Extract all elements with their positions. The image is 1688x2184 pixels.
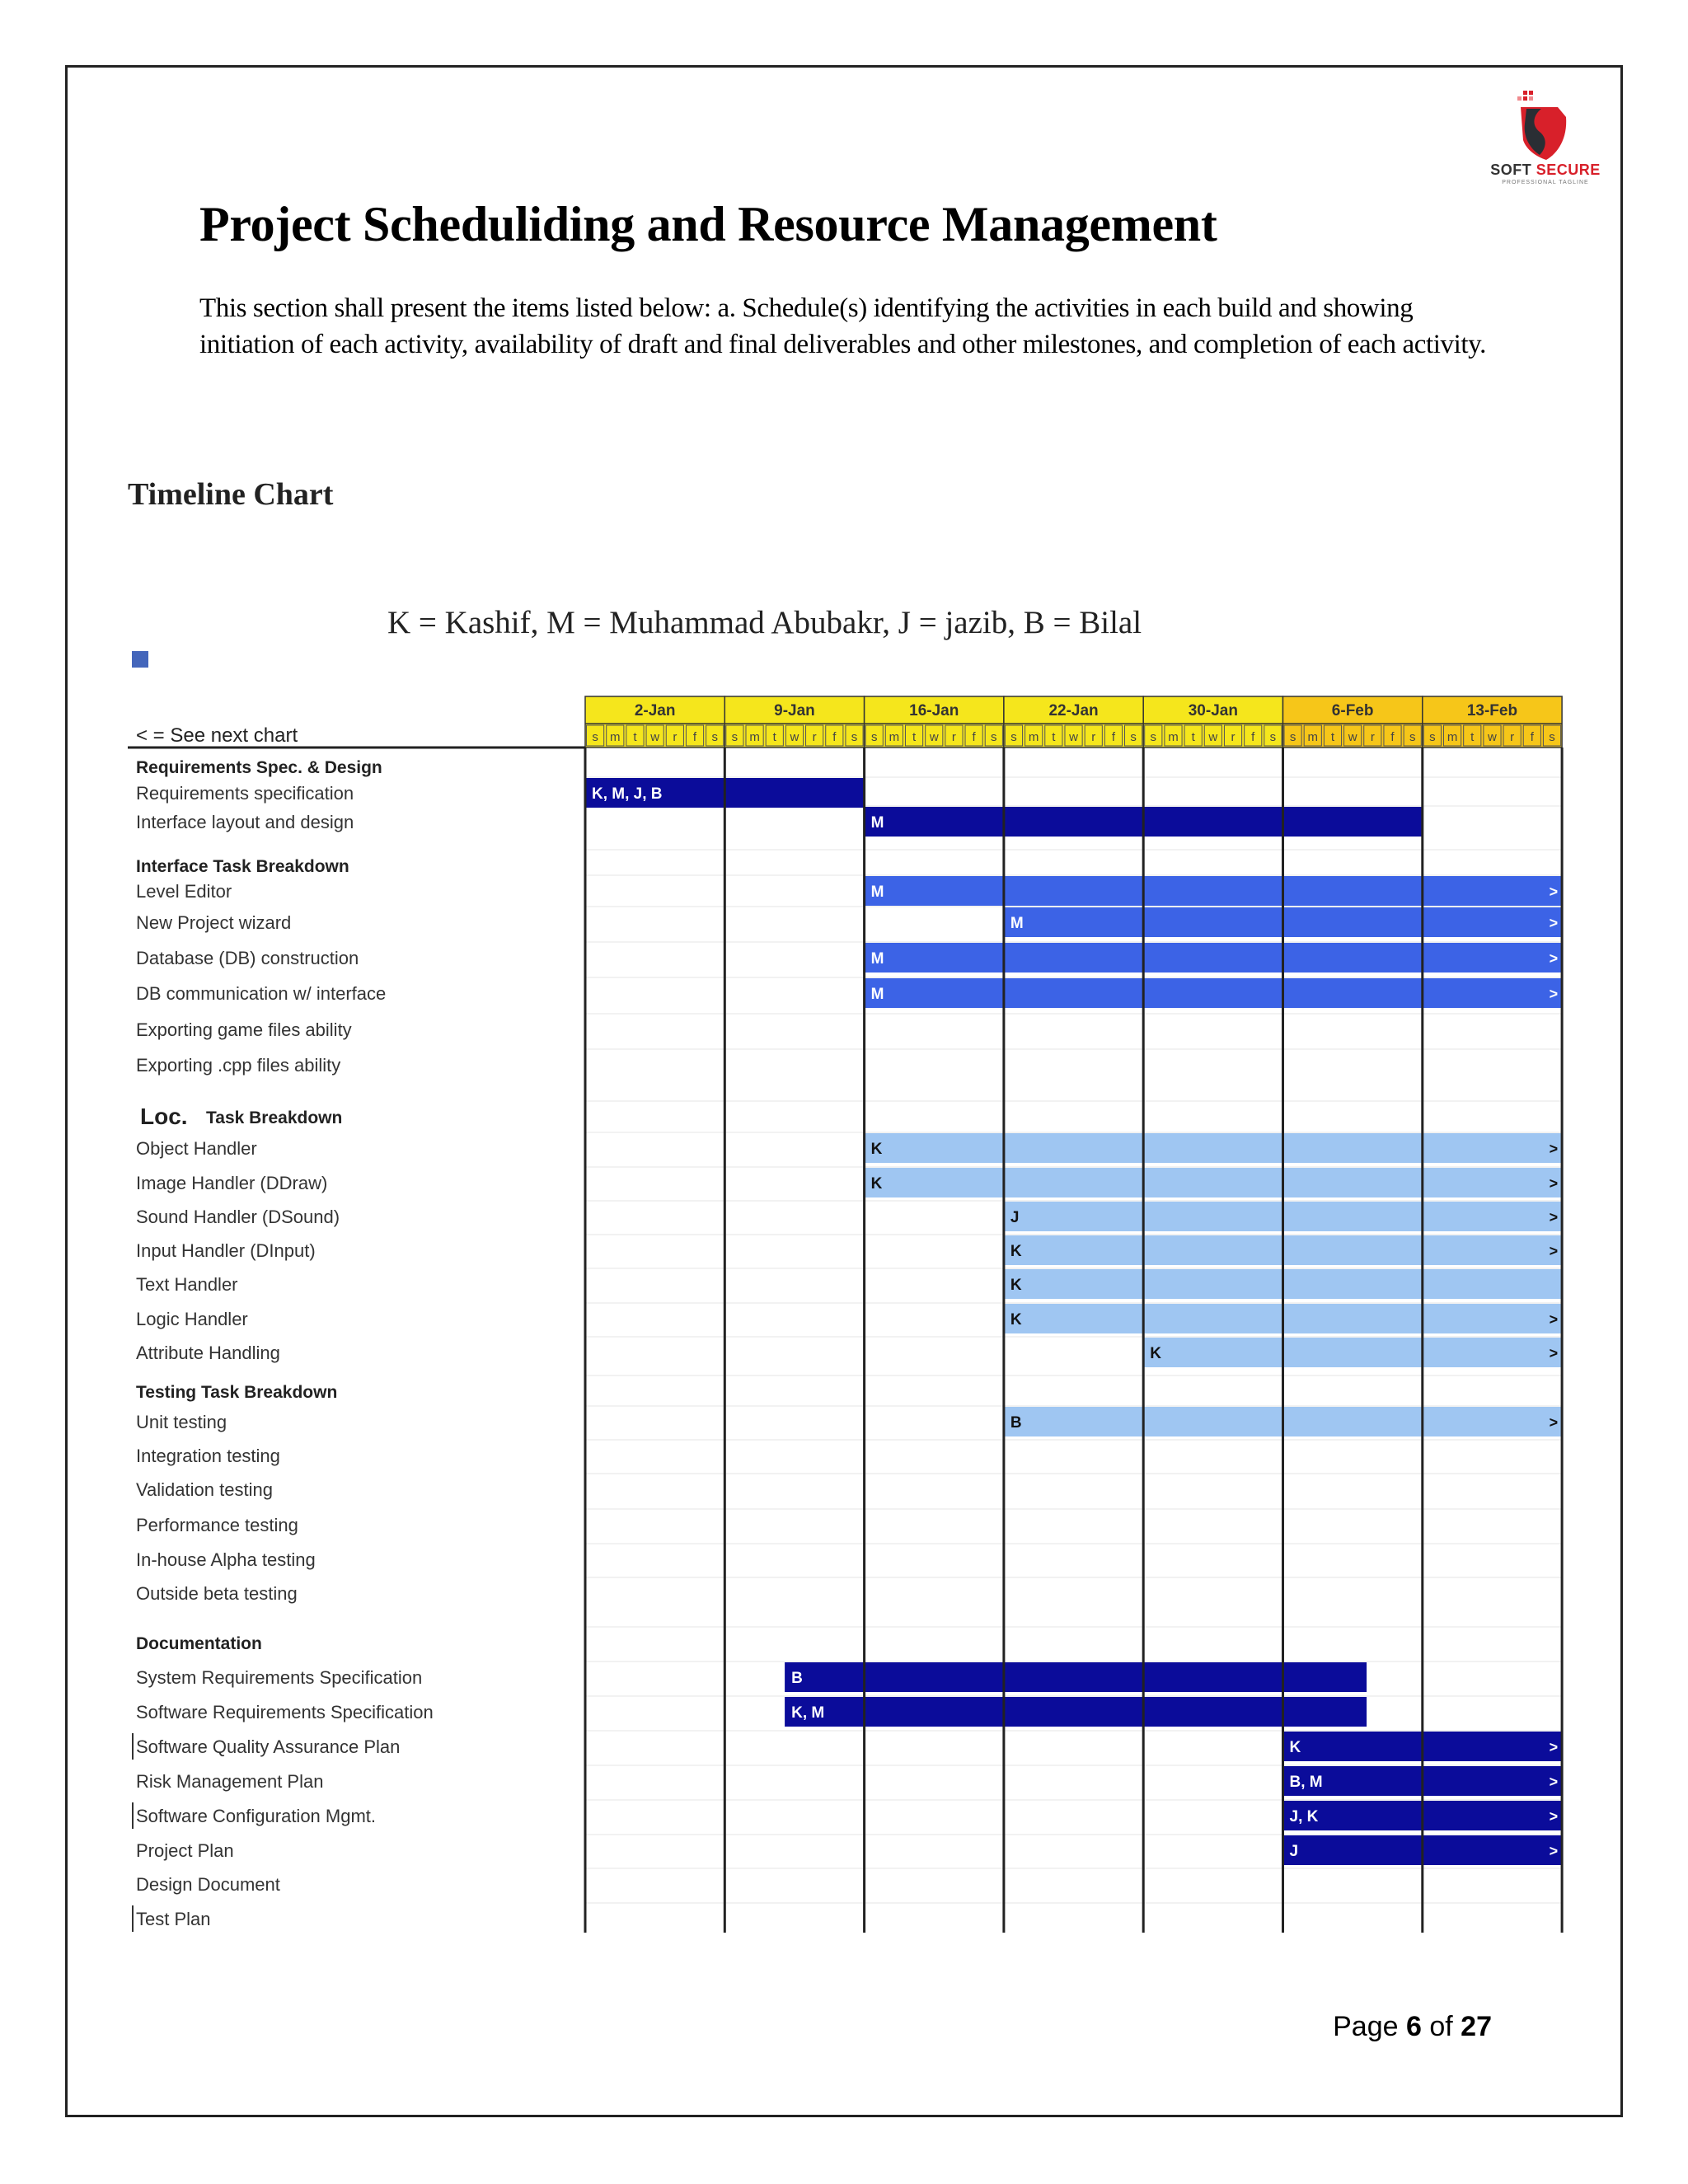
bar-assignee-label: B, M xyxy=(1289,1774,1323,1791)
bar-assignee-label: M xyxy=(1010,915,1024,932)
continue-marker: > xyxy=(1549,986,1559,1002)
see-next-chart-note: < = See next chart xyxy=(136,724,298,747)
bar-assignee-label: K xyxy=(870,1175,883,1193)
row-label: DB communication w/ interface xyxy=(136,983,387,1004)
day-letter: s xyxy=(1130,730,1137,744)
day-letter: w xyxy=(929,730,939,744)
row-section-header: Interface Task Breakdown xyxy=(136,857,349,876)
page-of: of xyxy=(1429,2011,1453,2042)
day-letter: s xyxy=(1269,730,1277,744)
logo-tagline: PROFESSIONAL TAGLINE xyxy=(1502,180,1589,185)
page-total: 27 xyxy=(1461,2011,1492,2042)
row-label: Design Document xyxy=(136,1874,280,1895)
row-section-header: Testing Task Breakdown xyxy=(136,1383,338,1402)
row-label: Database (DB) construction xyxy=(136,948,359,968)
row-section-header: Task Breakdown xyxy=(206,1108,343,1127)
day-letter: w xyxy=(790,730,799,744)
week-label: 22-Jan xyxy=(1048,702,1099,719)
day-letter: t xyxy=(1330,730,1335,744)
continue-marker: > xyxy=(1549,1843,1559,1859)
day-letter: r xyxy=(1370,730,1375,744)
bar-assignee-label: K xyxy=(1150,1345,1161,1362)
continue-marker: > xyxy=(1549,1311,1559,1328)
bar-assignee-label: M xyxy=(870,950,884,968)
bar-assignee-label: K xyxy=(1010,1243,1022,1260)
bar-assignee-label: M xyxy=(870,883,884,901)
week-label: 6-Feb xyxy=(1331,702,1374,719)
row-label: Exporting game files ability xyxy=(136,1019,352,1040)
day-letter: f xyxy=(832,730,837,744)
intro-paragraph: This section shall present the items listed below: a. Schedule(s) identifying the activities in each build and showing initiation of each activity, availability of draft and final deliverables and other milestones, and completion of each activity. xyxy=(199,293,1486,359)
page-number xyxy=(1286,2011,1492,2043)
bar-assignee-label: K xyxy=(1289,1739,1301,1756)
continue-marker: > xyxy=(1549,1141,1559,1157)
day-letter: w xyxy=(1208,730,1218,744)
continue-marker: > xyxy=(1549,1175,1559,1192)
day-letter: s xyxy=(870,730,878,744)
row-label: Text Handler xyxy=(136,1274,238,1295)
day-letter: r xyxy=(1231,730,1236,744)
bar-assignee-label: K xyxy=(870,1141,883,1158)
day-letter: s xyxy=(1150,730,1157,744)
week-label: 30-Jan xyxy=(1188,702,1238,719)
bar-assignee-label: K xyxy=(1010,1277,1022,1294)
week-label: 9-Jan xyxy=(774,702,815,719)
bar-assignee-label: K xyxy=(1010,1311,1022,1329)
bar-assignee-label: B xyxy=(791,1670,803,1687)
day-letter: s xyxy=(1289,730,1296,744)
row-label: Software Quality Assurance Plan xyxy=(136,1736,401,1757)
day-letter: w xyxy=(1488,730,1497,744)
bar-assignee-label: B xyxy=(1010,1414,1022,1432)
day-letter: m xyxy=(1447,730,1458,744)
continue-marker: > xyxy=(1549,915,1559,931)
day-letter: s xyxy=(1429,730,1436,744)
day-letter: s xyxy=(731,730,738,744)
day-letter: f xyxy=(1530,730,1534,744)
row-label: Test Plan xyxy=(136,1909,211,1929)
bar-assignee-label: J, K xyxy=(1289,1808,1319,1825)
row-label: Object Handler xyxy=(136,1138,257,1159)
bar-assignee-label: J xyxy=(1289,1843,1299,1860)
day-letter: s xyxy=(711,730,718,744)
day-letter: s xyxy=(991,730,997,744)
gantt-bar xyxy=(1143,1338,1562,1367)
day-letter: f xyxy=(692,730,697,744)
row-label: Logic Handler xyxy=(136,1309,248,1329)
row-label: Level Editor xyxy=(136,881,232,902)
day-letter: r xyxy=(673,730,678,744)
day-letter: f xyxy=(1390,730,1395,744)
day-letter: t xyxy=(1052,730,1056,744)
gantt-bar xyxy=(785,1697,1367,1727)
gantt-bar xyxy=(785,1662,1367,1692)
day-letter: r xyxy=(1510,730,1515,744)
row-label: Interface layout and design xyxy=(136,812,354,832)
bar-assignee-label: M xyxy=(870,986,884,1003)
row-label: In-house Alpha testing xyxy=(136,1549,316,1570)
continue-marker: > xyxy=(1549,883,1559,900)
row-label: Software Requirements Specification xyxy=(136,1702,434,1722)
day-letter: f xyxy=(1111,730,1116,744)
continue-marker: > xyxy=(1549,1774,1559,1790)
row-label: Outside beta testing xyxy=(136,1583,298,1604)
day-letter: s xyxy=(1549,730,1555,744)
day-letter: w xyxy=(1348,730,1357,744)
continue-marker: > xyxy=(1549,950,1559,967)
continue-marker: > xyxy=(1549,1209,1559,1226)
row-label: Project Plan xyxy=(136,1840,234,1861)
page-title: Project Scheduliding and Resource Management xyxy=(199,197,1217,251)
day-letter: w xyxy=(650,730,660,744)
row-section-header: Requirements Spec. & Design xyxy=(136,758,382,777)
day-letter: t xyxy=(912,730,917,744)
row-label: Exporting .cpp files ability xyxy=(136,1055,341,1076)
day-letter: t xyxy=(772,730,776,744)
row-label: Performance testing xyxy=(136,1515,298,1535)
continue-marker: > xyxy=(1549,1739,1559,1755)
gantt-bar xyxy=(865,876,1563,906)
gantt-bar xyxy=(865,1133,1563,1163)
day-letter: m xyxy=(610,730,621,744)
day-letter: w xyxy=(1069,730,1078,744)
day-letter: t xyxy=(1470,730,1475,744)
week-label: 16-Jan xyxy=(909,702,959,719)
gantt-bar xyxy=(865,943,1563,972)
day-letter: t xyxy=(633,730,637,744)
continue-marker: > xyxy=(1549,1808,1559,1825)
assignee-legend: K = Kashif, M = Muhammad Abubakr, J = jazib, B = Bilal xyxy=(387,605,1142,640)
day-letter: s xyxy=(1409,730,1416,744)
day-letter: s xyxy=(592,730,598,744)
day-letter: m xyxy=(1168,730,1179,744)
row-label: Unit testing xyxy=(136,1412,227,1432)
gantt-bar xyxy=(865,978,1563,1008)
row-label: Sound Handler (DSound) xyxy=(136,1207,340,1227)
bar-assignee-label: K, M, J, B xyxy=(592,785,663,803)
row-label: Image Handler (DDraw) xyxy=(136,1173,328,1193)
row-label: Integration testing xyxy=(136,1446,280,1466)
logo-word-soft: SOFT xyxy=(1490,162,1532,178)
day-letter: m xyxy=(889,730,900,744)
day-letter: m xyxy=(1307,730,1319,744)
row-label: New Project wizard xyxy=(136,912,292,933)
bar-assignee-label: M xyxy=(870,814,884,832)
gantt-bar xyxy=(865,1168,1563,1197)
day-letter: s xyxy=(1010,730,1017,744)
row-label: Attribute Handling xyxy=(136,1343,280,1363)
day-letter: f xyxy=(972,730,976,744)
row-label: Software Configuration Mgmt. xyxy=(136,1806,377,1826)
week-label: 2-Jan xyxy=(634,702,676,719)
continue-marker: > xyxy=(1549,1414,1559,1431)
day-letter: f xyxy=(1251,730,1255,744)
row-header-prefix: Loc. xyxy=(140,1104,188,1129)
bar-assignee-label: K, M xyxy=(791,1704,825,1722)
day-letter: t xyxy=(1191,730,1195,744)
row-label: Risk Management Plan xyxy=(136,1771,324,1792)
day-letter: r xyxy=(1091,730,1096,744)
continue-marker: > xyxy=(1549,1345,1559,1361)
page-current: 6 xyxy=(1405,2011,1422,2042)
day-letter: s xyxy=(851,730,858,744)
row-label: Requirements specification xyxy=(136,783,354,804)
row-label: Input Handler (DInput) xyxy=(136,1240,316,1261)
timeline-chart-title: Timeline Chart xyxy=(128,477,334,512)
day-letter: m xyxy=(1028,730,1039,744)
row-section-header: Documentation xyxy=(136,1634,262,1653)
row-label: Validation testing xyxy=(136,1479,273,1500)
logo-word-secure: SECURE xyxy=(1536,162,1601,178)
page-prefix: Page xyxy=(1333,2011,1399,2042)
day-letter: r xyxy=(951,730,956,744)
week-label: 13-Feb xyxy=(1466,702,1518,719)
day-letter: m xyxy=(749,730,760,744)
continue-marker: > xyxy=(1549,1243,1559,1259)
bar-assignee-label: J xyxy=(1010,1209,1020,1226)
row-label: System Requirements Specification xyxy=(136,1667,423,1688)
day-letter: r xyxy=(812,730,817,744)
